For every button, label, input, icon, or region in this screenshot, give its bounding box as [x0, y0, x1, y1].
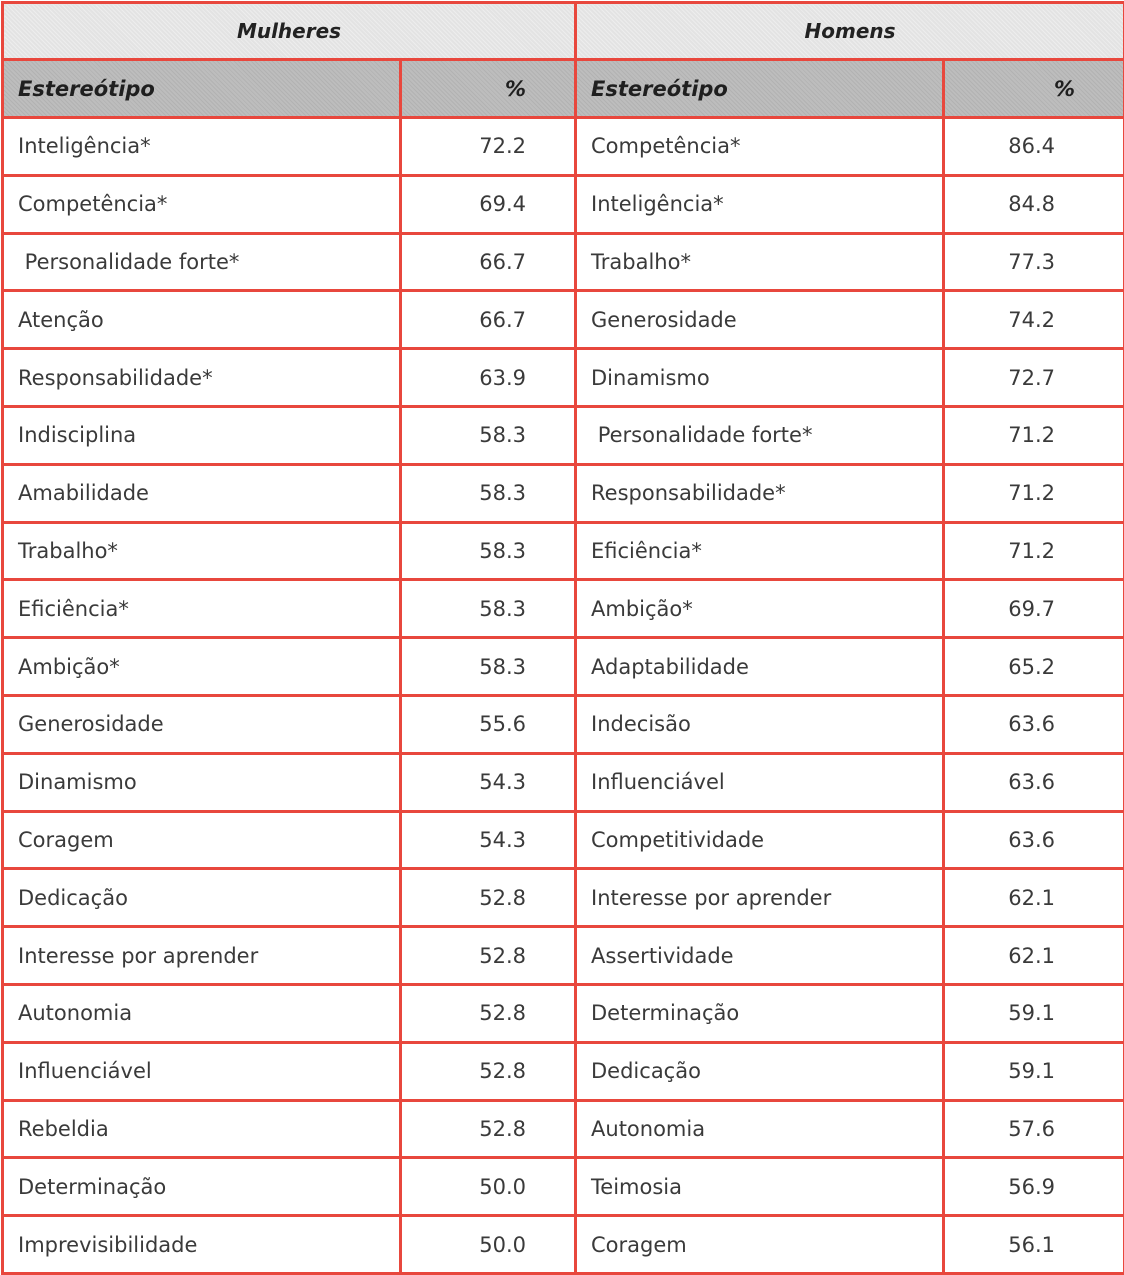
- men-percent-cell: 71.2: [944, 406, 1124, 464]
- men-percent-header: %: [944, 60, 1124, 118]
- table-row: [3, 1100, 1124, 1158]
- women-stereotype-cell: Dinamismo: [3, 753, 401, 811]
- table-row: [3, 464, 1124, 522]
- men-percent-cell: 57.6: [944, 1100, 1124, 1158]
- women-stereotype-cell: Amabilidade: [3, 464, 401, 522]
- table-row: [3, 753, 1124, 811]
- women-stereotype-cell: Imprevisibilidade: [3, 1216, 401, 1274]
- women-percent-cell: 52.8: [401, 1042, 576, 1100]
- table-row: [3, 1158, 1124, 1216]
- table-body: [3, 3, 1124, 1274]
- men-stereotype-cell: Coragem: [576, 1216, 944, 1274]
- women-percent-cell: 69.4: [401, 175, 576, 233]
- men-stereotype-cell: Competitividade: [576, 811, 944, 869]
- women-stereotype-cell: Trabalho*: [3, 522, 401, 580]
- table-row: [3, 638, 1124, 696]
- women-percent-cell: 52.8: [401, 869, 576, 927]
- women-percent-cell: 50.0: [401, 1216, 576, 1274]
- women-stereotype-cell: Determinação: [3, 1158, 401, 1216]
- men-percent-cell: 84.8: [944, 175, 1124, 233]
- women-percent-cell: 58.3: [401, 522, 576, 580]
- men-stereotype-cell: Trabalho*: [576, 233, 944, 291]
- table-row: [3, 522, 1124, 580]
- men-percent-cell: 77.3: [944, 233, 1124, 291]
- women-stereotype-cell: Rebeldia: [3, 1100, 401, 1158]
- women-percent-cell: 54.3: [401, 811, 576, 869]
- table-row: [3, 175, 1124, 233]
- men-percent-cell: 59.1: [944, 984, 1124, 1042]
- men-stereotype-header: Estereótipo: [576, 60, 944, 118]
- women-stereotype-cell: Generosidade: [3, 695, 401, 753]
- women-percent-cell: 66.7: [401, 291, 576, 349]
- women-percent-cell: 55.6: [401, 695, 576, 753]
- women-percent-cell: 52.8: [401, 927, 576, 985]
- table-row: [3, 406, 1124, 464]
- men-percent-cell: 71.2: [944, 464, 1124, 522]
- women-percent-cell: 54.3: [401, 753, 576, 811]
- men-percent-cell: 71.2: [944, 522, 1124, 580]
- men-percent-cell: 63.6: [944, 811, 1124, 869]
- women-stereotype-cell: Responsabilidade*: [3, 349, 401, 407]
- women-stereotype-cell: Autonomia: [3, 984, 401, 1042]
- table-row: [3, 927, 1124, 985]
- table-row: [3, 695, 1124, 753]
- women-stereotype-cell: Interesse por aprender: [3, 927, 401, 985]
- women-stereotype-cell: Influenciável: [3, 1042, 401, 1100]
- men-percent-cell: 65.2: [944, 638, 1124, 696]
- men-stereotype-cell: Dinamismo: [576, 349, 944, 407]
- men-stereotype-cell: Competência*: [576, 118, 944, 176]
- women-stereotype-cell: Inteligência*: [3, 118, 401, 176]
- men-stereotype-cell: Adaptabilidade: [576, 638, 944, 696]
- women-stereotype-cell: Indisciplina: [3, 406, 401, 464]
- men-stereotype-cell: Generosidade: [576, 291, 944, 349]
- men-stereotype-cell: Inteligência*: [576, 175, 944, 233]
- men-stereotype-cell: Personalidade forte*: [576, 406, 944, 464]
- table-row: [3, 1042, 1124, 1100]
- table-row: [3, 349, 1124, 407]
- women-stereotype-cell: Coragem: [3, 811, 401, 869]
- table-row: [3, 291, 1124, 349]
- women-percent-cell: 72.2: [401, 118, 576, 176]
- men-group-header: Homens: [576, 3, 1124, 60]
- stereotype-table: [1, 1, 1124, 1275]
- table-row: [3, 869, 1124, 927]
- men-stereotype-cell: Assertividade: [576, 927, 944, 985]
- men-percent-cell: 56.9: [944, 1158, 1124, 1216]
- men-stereotype-cell: Ambição*: [576, 580, 944, 638]
- women-percent-cell: 63.9: [401, 349, 576, 407]
- women-stereotype-cell: Eficiência*: [3, 580, 401, 638]
- men-stereotype-cell: Interesse por aprender: [576, 869, 944, 927]
- men-stereotype-cell: Determinação: [576, 984, 944, 1042]
- women-percent-cell: 52.8: [401, 984, 576, 1042]
- men-stereotype-cell: Teimosia: [576, 1158, 944, 1216]
- table-row: [3, 1216, 1124, 1274]
- men-percent-cell: 69.7: [944, 580, 1124, 638]
- women-percent-cell: 58.3: [401, 638, 576, 696]
- women-percent-cell: 66.7: [401, 233, 576, 291]
- men-percent-cell: 63.6: [944, 695, 1124, 753]
- men-percent-cell: 62.1: [944, 869, 1124, 927]
- men-percent-cell: 56.1: [944, 1216, 1124, 1274]
- women-percent-cell: 50.0: [401, 1158, 576, 1216]
- women-stereotype-cell: Dedicação: [3, 869, 401, 927]
- women-percent-cell: 58.3: [401, 464, 576, 522]
- table-row: [3, 984, 1124, 1042]
- men-stereotype-cell: Indecisão: [576, 695, 944, 753]
- women-stereotype-cell: Personalidade forte*: [3, 233, 401, 291]
- table-row: [3, 811, 1124, 869]
- men-percent-cell: 72.7: [944, 349, 1124, 407]
- women-stereotype-cell: Ambição*: [3, 638, 401, 696]
- men-stereotype-cell: Responsabilidade*: [576, 464, 944, 522]
- table-row: [3, 233, 1124, 291]
- men-percent-cell: 74.2: [944, 291, 1124, 349]
- women-percent-cell: 52.8: [401, 1100, 576, 1158]
- table-row: [3, 580, 1124, 638]
- men-percent-cell: 86.4: [944, 118, 1124, 176]
- men-percent-cell: 63.6: [944, 753, 1124, 811]
- group-header-row: [3, 3, 1124, 60]
- men-percent-cell: 59.1: [944, 1042, 1124, 1100]
- women-percent-header: %: [401, 60, 576, 118]
- table-row: [3, 118, 1124, 176]
- women-group-header: Mulheres: [3, 3, 576, 60]
- men-stereotype-cell: Dedicação: [576, 1042, 944, 1100]
- women-stereotype-cell: Competência*: [3, 175, 401, 233]
- column-header-row: [3, 60, 1124, 118]
- women-percent-cell: 58.3: [401, 406, 576, 464]
- women-stereotype-cell: Atenção: [3, 291, 401, 349]
- women-percent-cell: 58.3: [401, 580, 576, 638]
- men-stereotype-cell: Eficiência*: [576, 522, 944, 580]
- men-stereotype-cell: Influenciável: [576, 753, 944, 811]
- men-percent-cell: 62.1: [944, 927, 1124, 985]
- men-stereotype-cell: Autonomia: [576, 1100, 944, 1158]
- women-stereotype-header: Estereótipo: [3, 60, 401, 118]
